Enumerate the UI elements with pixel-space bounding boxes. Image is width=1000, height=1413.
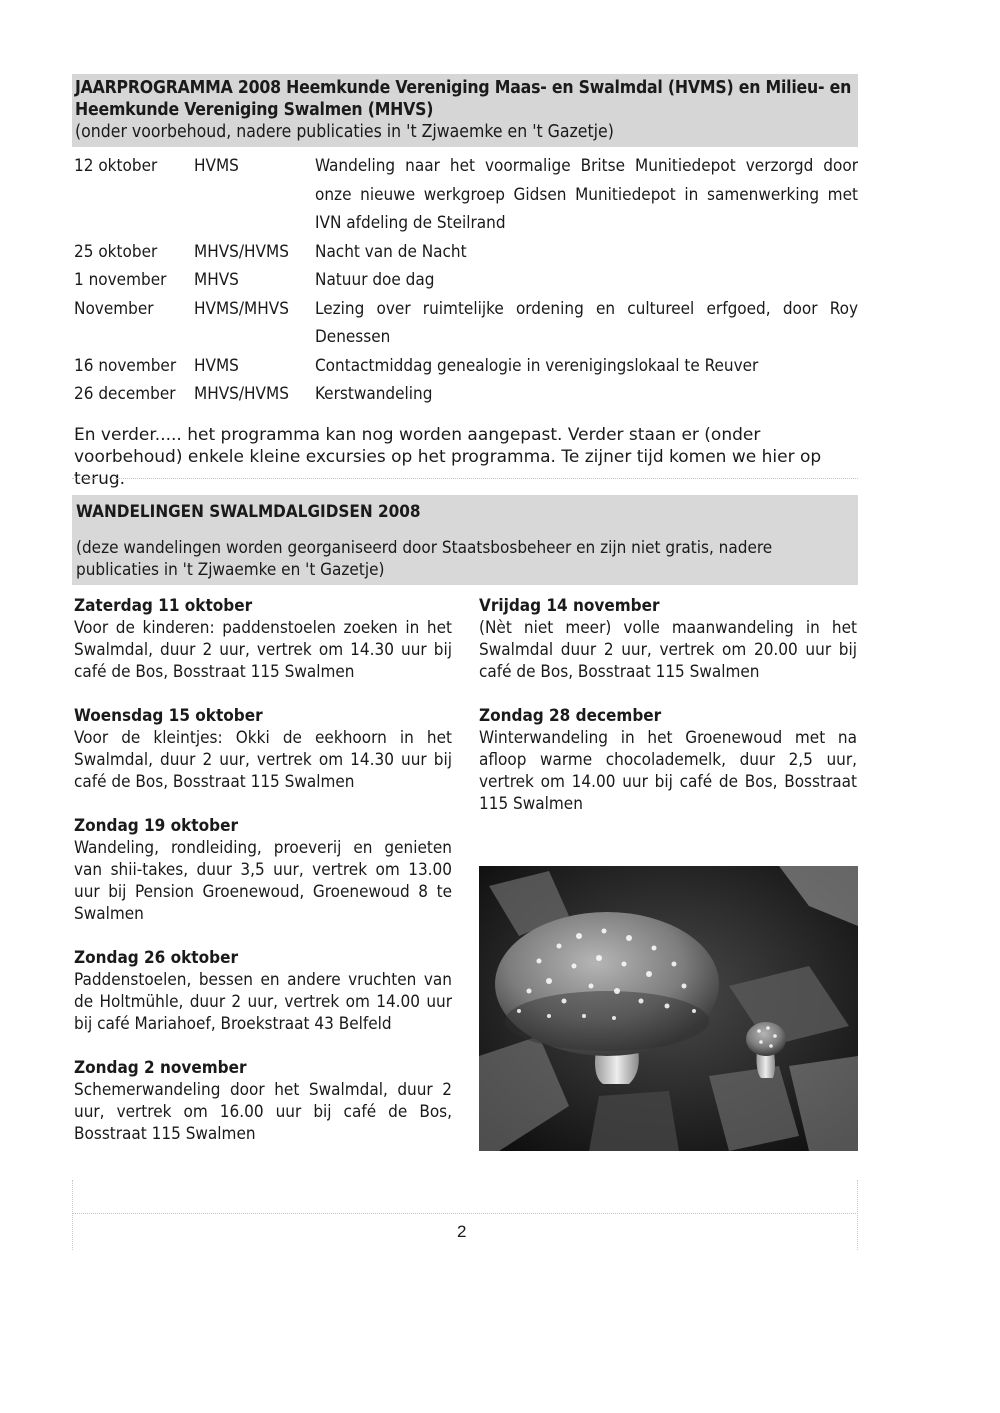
program-activity: Wandeling naar het voormalige Britse Munitiedepot verzorgd door onze nieuwe werkgroep Gidsen Munitiedepot in samenwerking met IVN afdeling de Steilrand <box>315 156 858 233</box>
walk-item <box>479 705 857 815</box>
program-activity: Contactmiddag genealogie in verenigingslokaal te Reuver <box>315 355 759 376</box>
program-title-line1: JAARPROGRAMMA 2008 Heemkunde Vereniging Maas- en Swalmdal (HVMS) en Milieu- en <box>75 78 852 98</box>
walk-text: Voor de kleintjes: Okki de eekhoorn in het Swalmdal, duur 2 uur, vertrek om 14.30 uur bij café de Bos, Bosstraat 115 Swalmen <box>74 728 452 792</box>
walk-text: Paddenstoelen, bessen en andere vruchten van de Holtmühle, duur 2 uur, vertrek om 14.00 uur bij café Mariahoef, Broekstraat 43 Belfeld <box>74 970 452 1034</box>
fly-agaric-image <box>479 866 858 1151</box>
program-org: HVMS <box>194 355 239 376</box>
program-footer-lead: En verder..... <box>74 425 182 445</box>
program-row <box>72 352 858 381</box>
walk-text: Winterwandeling in het Groenewoud met na afloop warme chocolademelk, duur 2,5 uur, vertrek om 14.00 uur bij café de Bos, Bosstraat 115 Swalmen <box>479 728 857 814</box>
program-table <box>72 152 858 409</box>
program-date: 25 oktober <box>74 241 158 262</box>
program-date: 16 november <box>74 355 177 376</box>
walks-subtitle: (deze wandelingen worden georganiseerd door Staatsbosbeheer en zijn niet gratis, nadere publicaties in 't Zjwaemke en 't Gazetje) <box>76 538 773 580</box>
program-org: MHVS/HVMS <box>194 241 289 262</box>
walks-header <box>72 495 858 585</box>
program-org: MHVS/HVMS <box>194 384 289 404</box>
walk-title: Zondag 28 december <box>479 706 662 726</box>
program-date: November <box>74 298 154 319</box>
program-row <box>72 380 858 409</box>
margin-guide <box>72 1180 73 1250</box>
walks-title: WANDELINGEN SWALMDALGIDSEN 2008 <box>76 502 421 522</box>
walks-left-column <box>74 595 452 1167</box>
footer-divider <box>72 1213 858 1214</box>
walk-text: Schemerwandeling door het Swalmdal, duur 2 uur, vertrek om 16.00 uur bij café de Bos, Bosstraat 115 Swalmen <box>74 1080 452 1144</box>
program-org: MHVS <box>194 270 239 290</box>
margin-guide <box>857 1180 858 1250</box>
walks-right-column <box>479 595 857 837</box>
program-row <box>72 238 858 267</box>
program-activity: Kerstwandeling <box>315 384 433 404</box>
program-date: 26 december <box>74 384 176 404</box>
walk-title: Zondag 19 oktober <box>74 816 238 836</box>
walk-title: Vrijdag 14 november <box>479 596 660 616</box>
section-divider <box>72 478 858 479</box>
walk-item <box>74 815 452 925</box>
program-org: HVMS/MHVS <box>194 298 289 319</box>
program-date: 1 november <box>74 270 167 290</box>
walk-title: Zaterdag 11 oktober <box>74 596 253 616</box>
walk-text: Voor de kinderen: paddenstoelen zoeken in het Swalmdal, duur 2 uur, vertrek om 14.30 uur bij café de Bos, Bosstraat 115 Swalmen <box>74 618 452 682</box>
walk-item <box>479 595 857 683</box>
program-footer-note <box>74 424 856 490</box>
walk-item <box>74 1057 452 1145</box>
program-row <box>72 295 858 352</box>
program-title-line2: Heemkunde Vereniging Swalmen (MHVS) <box>75 100 434 120</box>
walk-title: Woensdag 15 oktober <box>74 706 263 726</box>
walk-text: Wandeling, rondleiding, proeverij en genieten van shii-takes, duur 3,5 uur, vertrek om 13.00 uur bij Pension Groenewoud, Groenewoud 8 te Swalmen <box>74 838 452 924</box>
program-org: HVMS <box>194 156 239 176</box>
program-row <box>72 266 858 295</box>
walk-text: (Nèt niet meer) volle maanwandeling in het Swalmdal duur 2 uur, vertrek om 20.00 uur bij café de Bos, Bosstraat 115 Swalmen <box>479 618 857 682</box>
walk-item <box>74 595 452 683</box>
walk-title: Zondag 2 november <box>74 1058 247 1078</box>
program-footer-text: het programma kan nog worden aangepast. Verder staan er (onder voorbehoud) enkele kleine excursies op het programma. Te zijner tijd komen we hier op terug. <box>74 425 822 489</box>
walk-item <box>74 705 452 793</box>
walk-item <box>74 947 452 1035</box>
program-row <box>72 152 858 238</box>
program-date: 12 oktober <box>74 156 158 176</box>
program-header <box>72 74 858 147</box>
page-number: 2 <box>457 1222 467 1241</box>
walk-title: Zondag 26 oktober <box>74 948 238 968</box>
mushroom-photo <box>479 866 858 1151</box>
program-subtitle: (onder voorbehoud, nadere publicaties in 't Zjwaemke en 't Gazetje) <box>75 122 614 142</box>
program-activity: Natuur doe dag <box>315 270 435 290</box>
program-activity: Lezing over ruimtelijke ordening en cultureel erfgoed, door Roy Denessen <box>315 298 858 347</box>
program-activity: Nacht van de Nacht <box>315 241 467 262</box>
